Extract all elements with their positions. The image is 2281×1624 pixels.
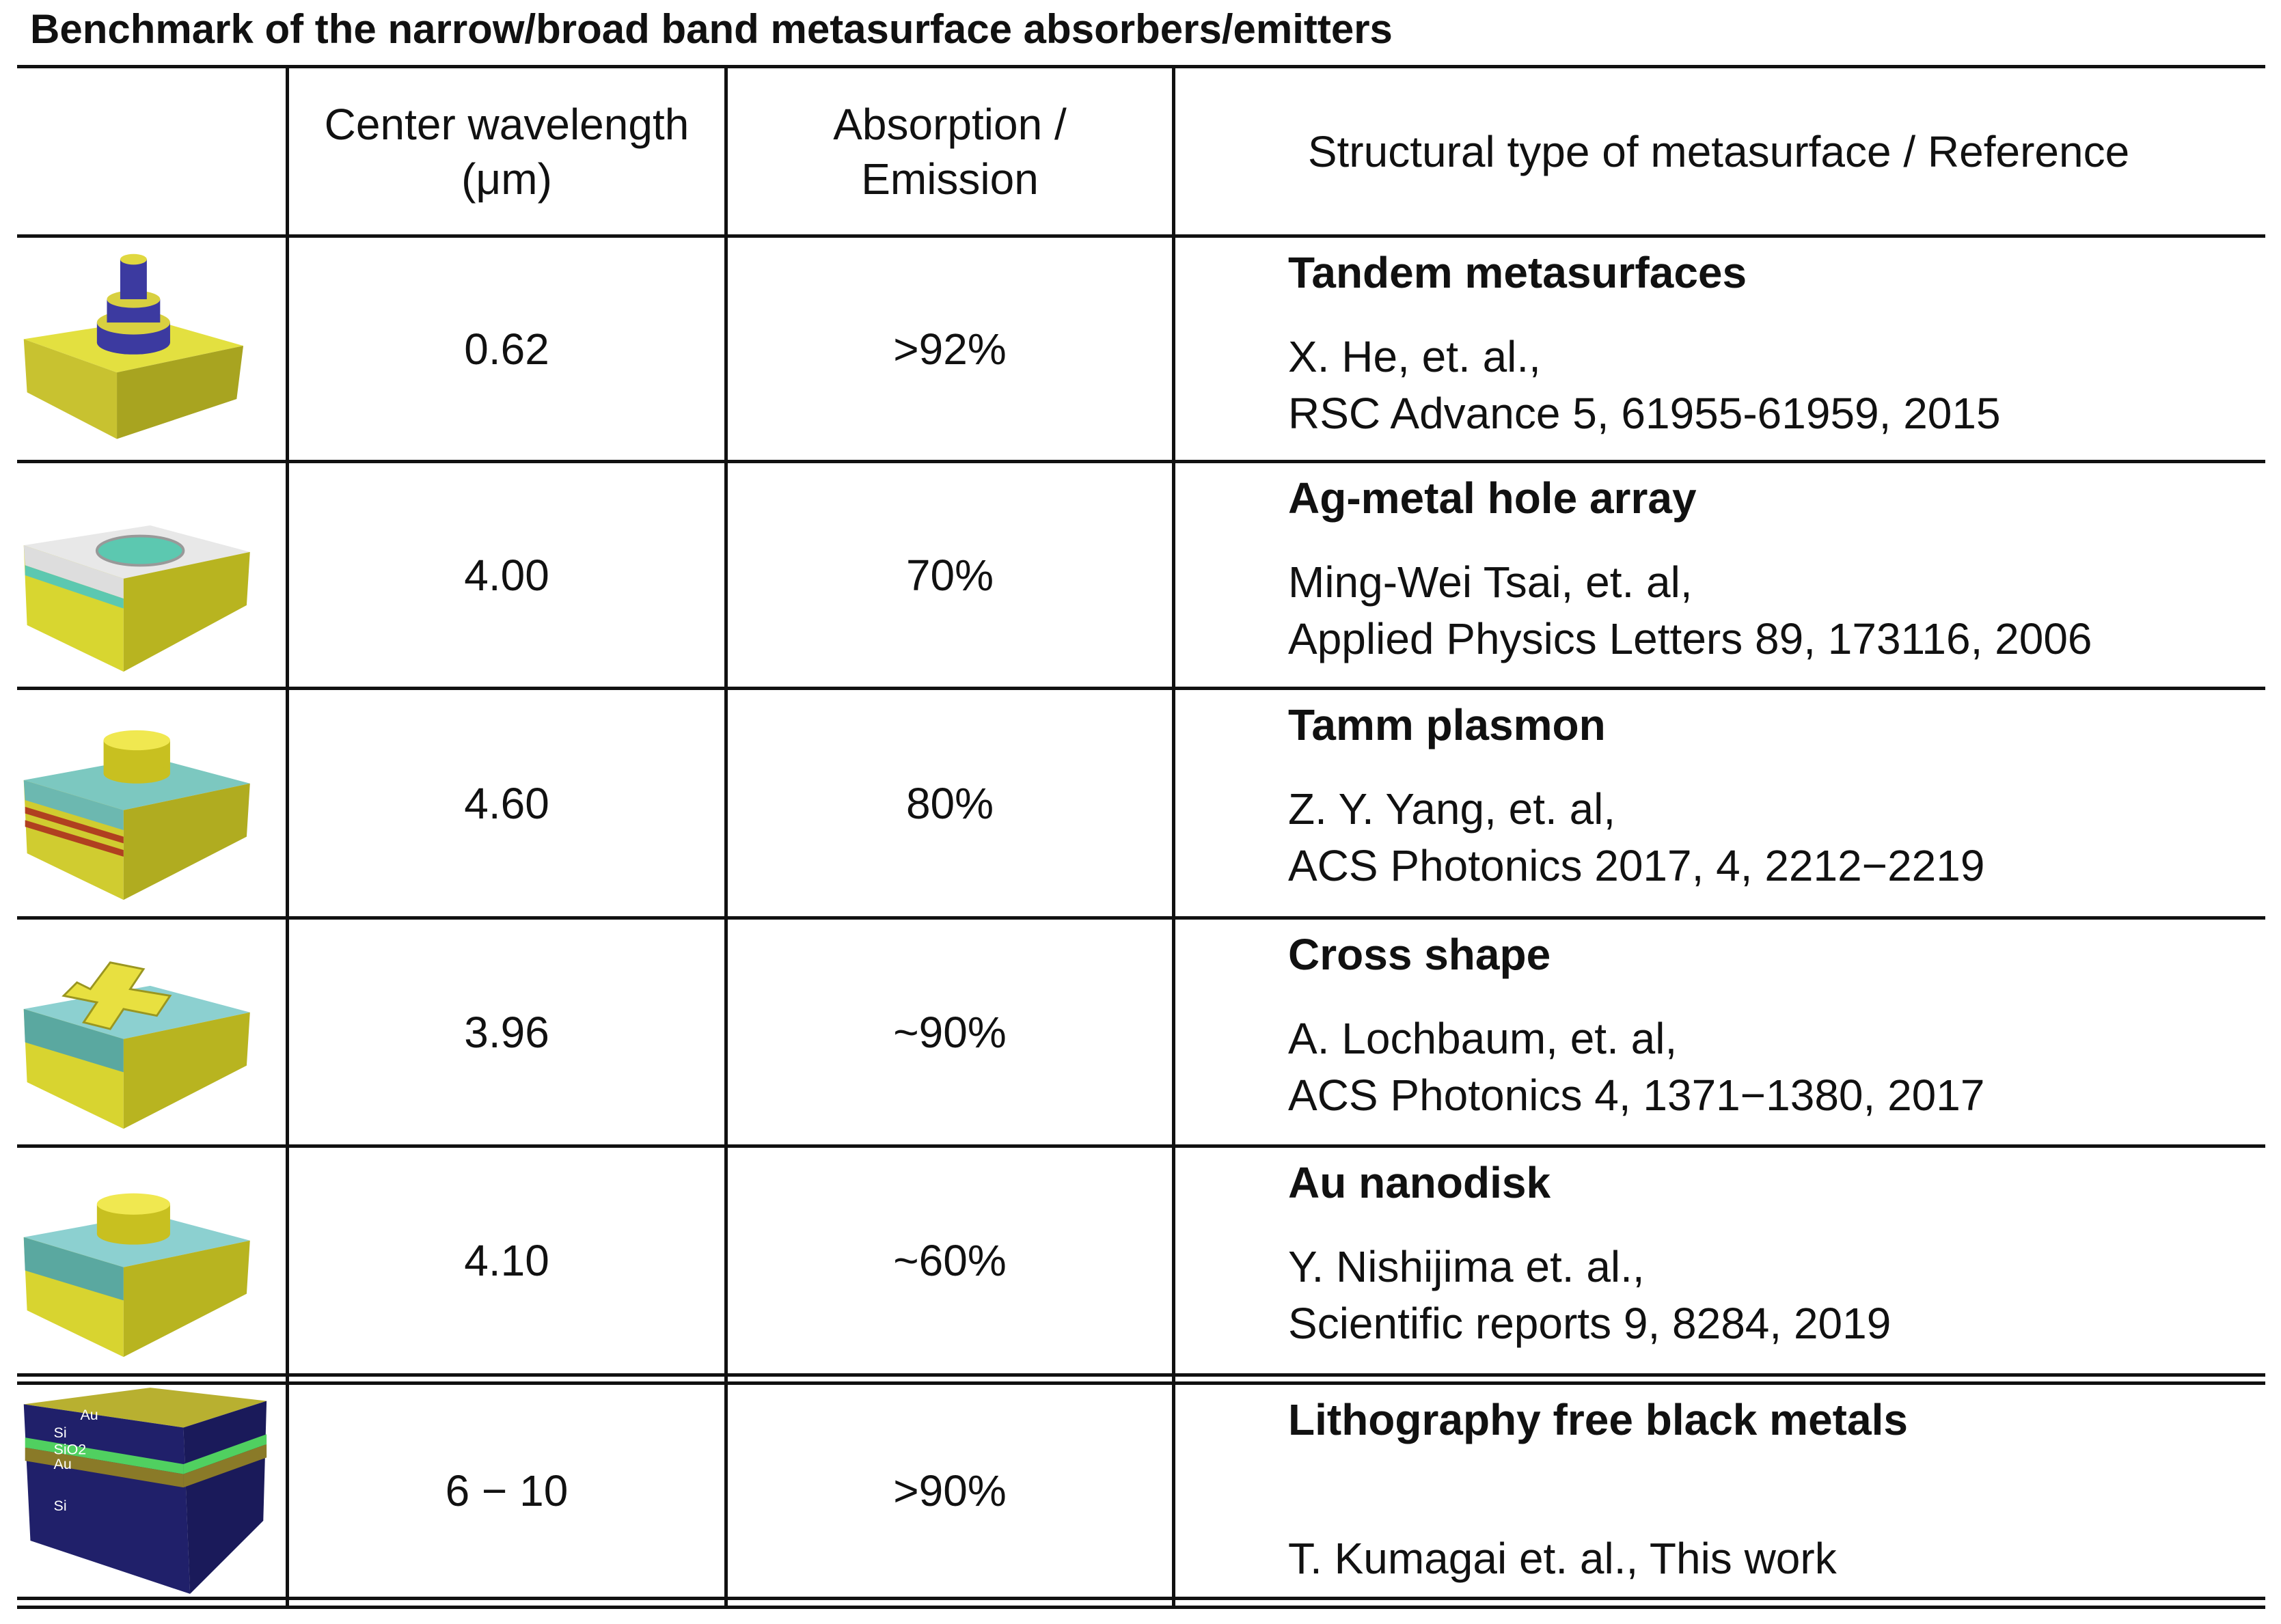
reference-citation: ACS Photonics 2017, 4, 2212−2219 xyxy=(1288,841,1985,891)
reference-cell xyxy=(1288,470,2092,668)
table-title: Benchmark of the narrow/broad band metasurface absorbers/emitters xyxy=(30,6,1393,52)
reference-cell xyxy=(1288,1392,1908,1587)
header-wavelength: Center wavelength (μm) xyxy=(324,99,689,204)
reference-citation: RSC Advance 5, 61955-61959, 2015 xyxy=(1288,389,2001,439)
cross-shape-image xyxy=(17,926,270,1138)
layer-label: Si xyxy=(53,1425,67,1442)
reference-authors: Z. Y. Yang, et. al, xyxy=(1288,784,1616,834)
wavelength-cell: 4.60 xyxy=(464,778,549,828)
wavelength-cell: 4.00 xyxy=(464,550,549,600)
reference-cell xyxy=(1288,926,1984,1125)
structure-type: Tandem metasurfaces xyxy=(1288,248,1747,297)
reference-citation: T. Kumagai et. al., This work xyxy=(1288,1534,1837,1584)
wavelength-cell: 0.62 xyxy=(464,324,549,374)
layer-label: Au xyxy=(80,1406,98,1423)
absorption-cell: ~90% xyxy=(893,1007,1007,1057)
divider xyxy=(17,1373,2265,1377)
tamm-plasmon-image xyxy=(17,698,270,909)
structure-type: Au nanodisk xyxy=(1288,1158,1551,1207)
reference-authors: A. Lochbaum, et. al, xyxy=(1288,1014,1678,1064)
reference-citation: Scientific reports 9, 8284, 2019 xyxy=(1288,1299,1891,1349)
black-metal-stack-image xyxy=(17,1385,270,1597)
reference-cell xyxy=(1288,245,2001,443)
reference-authors: Y. Nishijima et. al., xyxy=(1288,1242,1645,1292)
structure-type: Tamm plasmon xyxy=(1288,700,1606,749)
wavelength-cell: 3.96 xyxy=(464,1007,549,1057)
absorption-cell: 80% xyxy=(905,778,994,828)
absorption-cell: 70% xyxy=(905,550,994,600)
structure-type: Lithography free black metals xyxy=(1288,1395,1908,1444)
reference-cell xyxy=(1288,697,1984,895)
structure-type: Ag-metal hole array xyxy=(1288,473,1697,523)
layer-label: SiO2 xyxy=(53,1441,87,1458)
structure-type: Cross shape xyxy=(1288,930,1551,979)
reference-citation: ACS Photonics 4, 1371−1380, 2017 xyxy=(1288,1071,1985,1120)
reference-cell xyxy=(1288,1155,1891,1353)
nanodisk-image xyxy=(17,1155,270,1366)
header-absorption: Absorption / Emission xyxy=(833,99,1067,204)
absorption-cell: >92% xyxy=(893,324,1007,374)
layer-label: Si xyxy=(53,1498,67,1515)
divider xyxy=(1172,65,1175,1609)
tandem-metasurface-image xyxy=(17,243,270,455)
reference-authors: X. He, et. al., xyxy=(1288,332,1541,382)
divider xyxy=(17,1597,2265,1600)
wavelength-cell: 4.10 xyxy=(464,1236,549,1285)
reference-citation: Applied Physics Letters 89, 173116, 2006 xyxy=(1288,614,2092,664)
absorption-cell: >90% xyxy=(893,1466,1007,1515)
wavelength-cell: 6 − 10 xyxy=(445,1466,569,1515)
absorption-cell: ~60% xyxy=(893,1236,1007,1285)
hole-array-image xyxy=(17,469,270,681)
divider xyxy=(17,1606,2265,1609)
layer-label: Au xyxy=(53,1455,72,1472)
reference-authors: Ming-Wei Tsai, et. al, xyxy=(1288,558,1693,607)
header-structure-reference: Structural type of metasurface / Reference xyxy=(1307,126,2130,176)
